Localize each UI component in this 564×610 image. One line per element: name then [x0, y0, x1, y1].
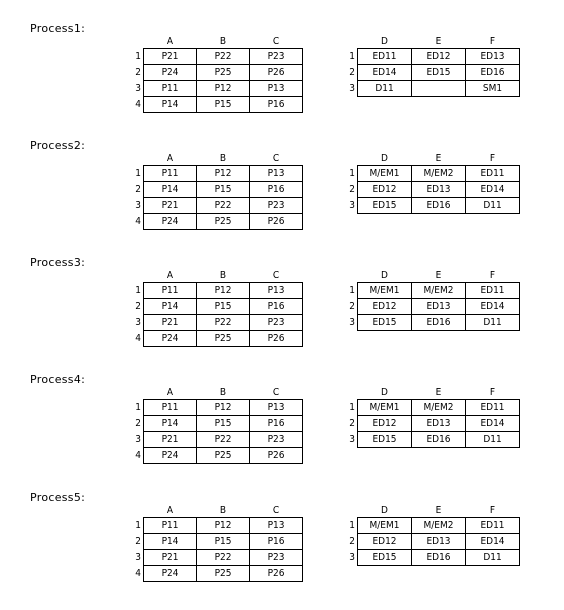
right-table	[341, 386, 520, 448]
right-grid	[341, 35, 520, 97]
column-header: A	[166, 387, 174, 398]
corner-cell	[127, 35, 144, 49]
process-title: Process5:	[30, 491, 86, 504]
table-cell: P24	[144, 214, 197, 230]
right-table	[341, 269, 520, 331]
table-cell: SM1	[466, 81, 520, 97]
column-header: B	[219, 153, 227, 164]
table-row	[127, 299, 303, 315]
row-number: 1	[349, 402, 355, 413]
column-header: A	[166, 505, 174, 516]
column-header: D	[381, 387, 388, 398]
process-section	[0, 373, 564, 490]
table-cell: ED11	[466, 400, 520, 416]
table-cell: P24	[144, 331, 197, 347]
row-number: 2	[349, 301, 355, 312]
table-cell: P13	[250, 166, 303, 182]
table-cell: P22	[197, 315, 250, 331]
column-header: A	[166, 153, 174, 164]
table-cell: ED12	[358, 534, 412, 550]
table-cell: P13	[250, 518, 303, 534]
column-header: A	[166, 36, 174, 47]
table-cell: P23	[250, 198, 303, 214]
table-cell: P14	[144, 534, 197, 550]
table-row	[127, 65, 303, 81]
table-cell: M/EM1	[358, 283, 412, 299]
table-cell: P14	[144, 416, 197, 432]
right-table	[341, 504, 520, 566]
row-number: 1	[135, 520, 141, 531]
column-header: B	[219, 387, 227, 398]
right-table	[341, 35, 520, 97]
corner-cell	[341, 504, 358, 518]
table-row	[341, 518, 520, 534]
row-number: 4	[135, 450, 141, 461]
row-number: 1	[349, 51, 355, 62]
row-number: 3	[349, 552, 355, 563]
table-cell: ED12	[358, 416, 412, 432]
table-cell: ED16	[412, 432, 466, 448]
table-row	[341, 315, 520, 331]
table-cell: P24	[144, 65, 197, 81]
left-table	[127, 504, 303, 582]
process-title: Process3:	[30, 256, 86, 269]
row-number: 4	[135, 333, 141, 344]
column-header: C	[272, 153, 280, 164]
row-number: 4	[135, 568, 141, 579]
row-number: 3	[349, 200, 355, 211]
process-section	[0, 22, 564, 139]
table-row	[341, 49, 520, 65]
table-row	[341, 182, 520, 198]
table-cell: M/EM2	[412, 400, 466, 416]
table-cell: P11	[144, 81, 197, 97]
table-row	[341, 400, 520, 416]
column-header-row	[341, 386, 520, 400]
table-cell: P26	[250, 65, 303, 81]
table-cell: D11	[358, 81, 412, 97]
row-number: 2	[135, 67, 141, 78]
table-cell: ED14	[466, 534, 520, 550]
table-cell: P15	[197, 182, 250, 198]
left-grid	[127, 269, 303, 347]
row-number: 2	[135, 418, 141, 429]
row-number: 3	[349, 83, 355, 94]
table-row	[341, 65, 520, 81]
table-cell: P11	[144, 283, 197, 299]
table-row	[127, 448, 303, 464]
table-row	[127, 400, 303, 416]
table-cell: ED15	[358, 550, 412, 566]
table-cell	[412, 81, 466, 97]
row-number: 3	[135, 200, 141, 211]
process-title: Process2:	[30, 139, 86, 152]
table-cell: ED12	[358, 182, 412, 198]
table-cell: P12	[197, 81, 250, 97]
table-cell: P22	[197, 49, 250, 65]
table-row	[127, 518, 303, 534]
row-number: 3	[135, 434, 141, 445]
table-cell: ED15	[412, 65, 466, 81]
right-grid	[341, 386, 520, 448]
table-cell: P21	[144, 49, 197, 65]
table-row	[341, 416, 520, 432]
right-table	[341, 152, 520, 214]
table-cell: ED11	[466, 283, 520, 299]
table-cell: ED14	[466, 299, 520, 315]
table-cell: P25	[197, 331, 250, 347]
table-cell: ED11	[466, 518, 520, 534]
table-cell: P25	[197, 448, 250, 464]
column-header: C	[272, 270, 280, 281]
table-cell: ED15	[358, 315, 412, 331]
table-cell: P26	[250, 566, 303, 582]
table-cell: P12	[197, 283, 250, 299]
corner-cell	[341, 269, 358, 283]
table-cell: P23	[250, 49, 303, 65]
table-cell: ED11	[358, 49, 412, 65]
left-grid	[127, 152, 303, 230]
left-table	[127, 35, 303, 113]
table-cell: ED12	[358, 299, 412, 315]
corner-cell	[341, 152, 358, 166]
table-cell: P23	[250, 550, 303, 566]
table-row	[127, 416, 303, 432]
corner-cell	[341, 386, 358, 400]
table-cell: P21	[144, 432, 197, 448]
column-header: B	[219, 270, 227, 281]
column-header: F	[489, 270, 496, 281]
table-cell: P15	[197, 299, 250, 315]
table-cell: P23	[250, 432, 303, 448]
table-cell: ED13	[412, 182, 466, 198]
table-row	[127, 198, 303, 214]
left-grid	[127, 35, 303, 113]
table-row	[127, 182, 303, 198]
row-number: 3	[135, 552, 141, 563]
column-header: F	[489, 36, 496, 47]
table-cell: M/EM1	[358, 518, 412, 534]
process-section	[0, 139, 564, 256]
right-grid	[341, 269, 520, 331]
table-cell: M/EM2	[412, 283, 466, 299]
table-cell: P22	[197, 198, 250, 214]
table-row	[127, 566, 303, 582]
corner-cell	[127, 504, 144, 518]
process-title: Process4:	[30, 373, 86, 386]
table-cell: P22	[197, 550, 250, 566]
table-cell: P13	[250, 283, 303, 299]
table-cell: P16	[250, 416, 303, 432]
table-cell: ED13	[466, 49, 520, 65]
table-cell: D11	[466, 550, 520, 566]
table-cell: ED14	[466, 182, 520, 198]
left-table	[127, 269, 303, 347]
table-cell: M/EM1	[358, 166, 412, 182]
table-row	[127, 534, 303, 550]
table-cell: P12	[197, 518, 250, 534]
table-cell: ED14	[358, 65, 412, 81]
table-cell: D11	[466, 432, 520, 448]
table-cell: ED15	[358, 198, 412, 214]
row-number: 2	[135, 184, 141, 195]
column-header-row	[341, 504, 520, 518]
column-header-row	[127, 386, 303, 400]
table-cell: P26	[250, 214, 303, 230]
table-cell: P22	[197, 432, 250, 448]
corner-cell	[341, 35, 358, 49]
table-row	[341, 534, 520, 550]
table-cell: P16	[250, 534, 303, 550]
table-cell: P25	[197, 566, 250, 582]
column-header: F	[489, 153, 496, 164]
row-number: 2	[135, 301, 141, 312]
table-row	[127, 432, 303, 448]
table-row	[127, 550, 303, 566]
row-number: 2	[349, 536, 355, 547]
table-cell: P23	[250, 315, 303, 331]
row-number: 2	[349, 67, 355, 78]
table-cell: P16	[250, 97, 303, 113]
column-header: B	[219, 36, 227, 47]
table-row	[127, 331, 303, 347]
column-header: E	[435, 387, 442, 398]
column-header: C	[272, 36, 280, 47]
table-cell: D11	[466, 198, 520, 214]
row-number: 4	[135, 216, 141, 227]
row-number: 3	[349, 317, 355, 328]
table-cell: ED11	[466, 166, 520, 182]
column-header-row	[341, 269, 520, 283]
process-section	[0, 256, 564, 373]
row-number: 1	[349, 520, 355, 531]
table-cell: P13	[250, 400, 303, 416]
table-row	[341, 198, 520, 214]
table-row	[341, 166, 520, 182]
process-section	[0, 491, 564, 608]
row-number: 2	[349, 418, 355, 429]
table-row	[127, 97, 303, 113]
table-cell: P14	[144, 97, 197, 113]
table-row	[341, 299, 520, 315]
column-header: D	[381, 270, 388, 281]
table-row	[127, 315, 303, 331]
table-cell: P13	[250, 81, 303, 97]
left-table	[127, 386, 303, 464]
table-cell: ED16	[412, 198, 466, 214]
column-header: D	[381, 36, 388, 47]
table-cell: P26	[250, 331, 303, 347]
table-cell: P16	[250, 182, 303, 198]
table-cell: ED13	[412, 299, 466, 315]
table-cell: ED16	[412, 550, 466, 566]
table-cell: P14	[144, 182, 197, 198]
table-cell: M/EM2	[412, 166, 466, 182]
row-number: 3	[349, 434, 355, 445]
column-header-row	[127, 35, 303, 49]
table-cell: ED13	[412, 534, 466, 550]
table-cell: ED14	[466, 416, 520, 432]
table-row	[341, 81, 520, 97]
table-cell: P12	[197, 166, 250, 182]
row-number: 2	[135, 536, 141, 547]
column-header: E	[435, 153, 442, 164]
row-number: 1	[135, 51, 141, 62]
column-header-row	[127, 269, 303, 283]
column-header-row	[127, 152, 303, 166]
corner-cell	[127, 386, 144, 400]
table-cell: P25	[197, 65, 250, 81]
row-number: 1	[135, 285, 141, 296]
table-cell: ED15	[358, 432, 412, 448]
column-header: D	[381, 153, 388, 164]
table-cell: P24	[144, 566, 197, 582]
corner-cell	[127, 269, 144, 283]
table-cell: P24	[144, 448, 197, 464]
column-header: E	[435, 36, 442, 47]
column-header-row	[341, 35, 520, 49]
column-header: E	[435, 505, 442, 516]
table-cell: P21	[144, 198, 197, 214]
column-header-row	[127, 504, 303, 518]
column-header: E	[435, 270, 442, 281]
table-cell: P14	[144, 299, 197, 315]
column-header: C	[272, 387, 280, 398]
row-number: 2	[349, 184, 355, 195]
left-grid	[127, 504, 303, 582]
left-table	[127, 152, 303, 230]
table-cell: ED13	[412, 416, 466, 432]
table-cell: P12	[197, 400, 250, 416]
table-row	[127, 214, 303, 230]
table-cell: P11	[144, 400, 197, 416]
table-cell: P15	[197, 97, 250, 113]
row-number: 3	[135, 317, 141, 328]
table-cell: P15	[197, 534, 250, 550]
table-row	[341, 550, 520, 566]
table-cell: ED12	[412, 49, 466, 65]
column-header: A	[166, 270, 174, 281]
table-row	[341, 283, 520, 299]
table-row	[341, 432, 520, 448]
table-cell: P15	[197, 416, 250, 432]
table-cell: P11	[144, 518, 197, 534]
table-cell: P21	[144, 550, 197, 566]
table-cell: P25	[197, 214, 250, 230]
table-cell: P26	[250, 448, 303, 464]
column-header: C	[272, 505, 280, 516]
column-header: D	[381, 505, 388, 516]
right-grid	[341, 152, 520, 214]
row-number: 1	[135, 402, 141, 413]
process-title: Process1:	[30, 22, 86, 35]
table-cell: D11	[466, 315, 520, 331]
right-grid	[341, 504, 520, 566]
table-row	[127, 81, 303, 97]
row-number: 1	[135, 168, 141, 179]
table-cell: P16	[250, 299, 303, 315]
table-row	[127, 283, 303, 299]
corner-cell	[127, 152, 144, 166]
row-number: 1	[349, 168, 355, 179]
table-cell: M/EM1	[358, 400, 412, 416]
left-grid	[127, 386, 303, 464]
table-cell: P11	[144, 166, 197, 182]
row-number: 3	[135, 83, 141, 94]
table-cell: ED16	[466, 65, 520, 81]
column-header: F	[489, 505, 496, 516]
table-row	[127, 166, 303, 182]
row-number: 4	[135, 99, 141, 110]
table-row	[127, 49, 303, 65]
column-header: F	[489, 387, 496, 398]
row-number: 1	[349, 285, 355, 296]
table-cell: M/EM2	[412, 518, 466, 534]
table-cell: ED16	[412, 315, 466, 331]
column-header-row	[341, 152, 520, 166]
table-cell: P21	[144, 315, 197, 331]
column-header: B	[219, 505, 227, 516]
